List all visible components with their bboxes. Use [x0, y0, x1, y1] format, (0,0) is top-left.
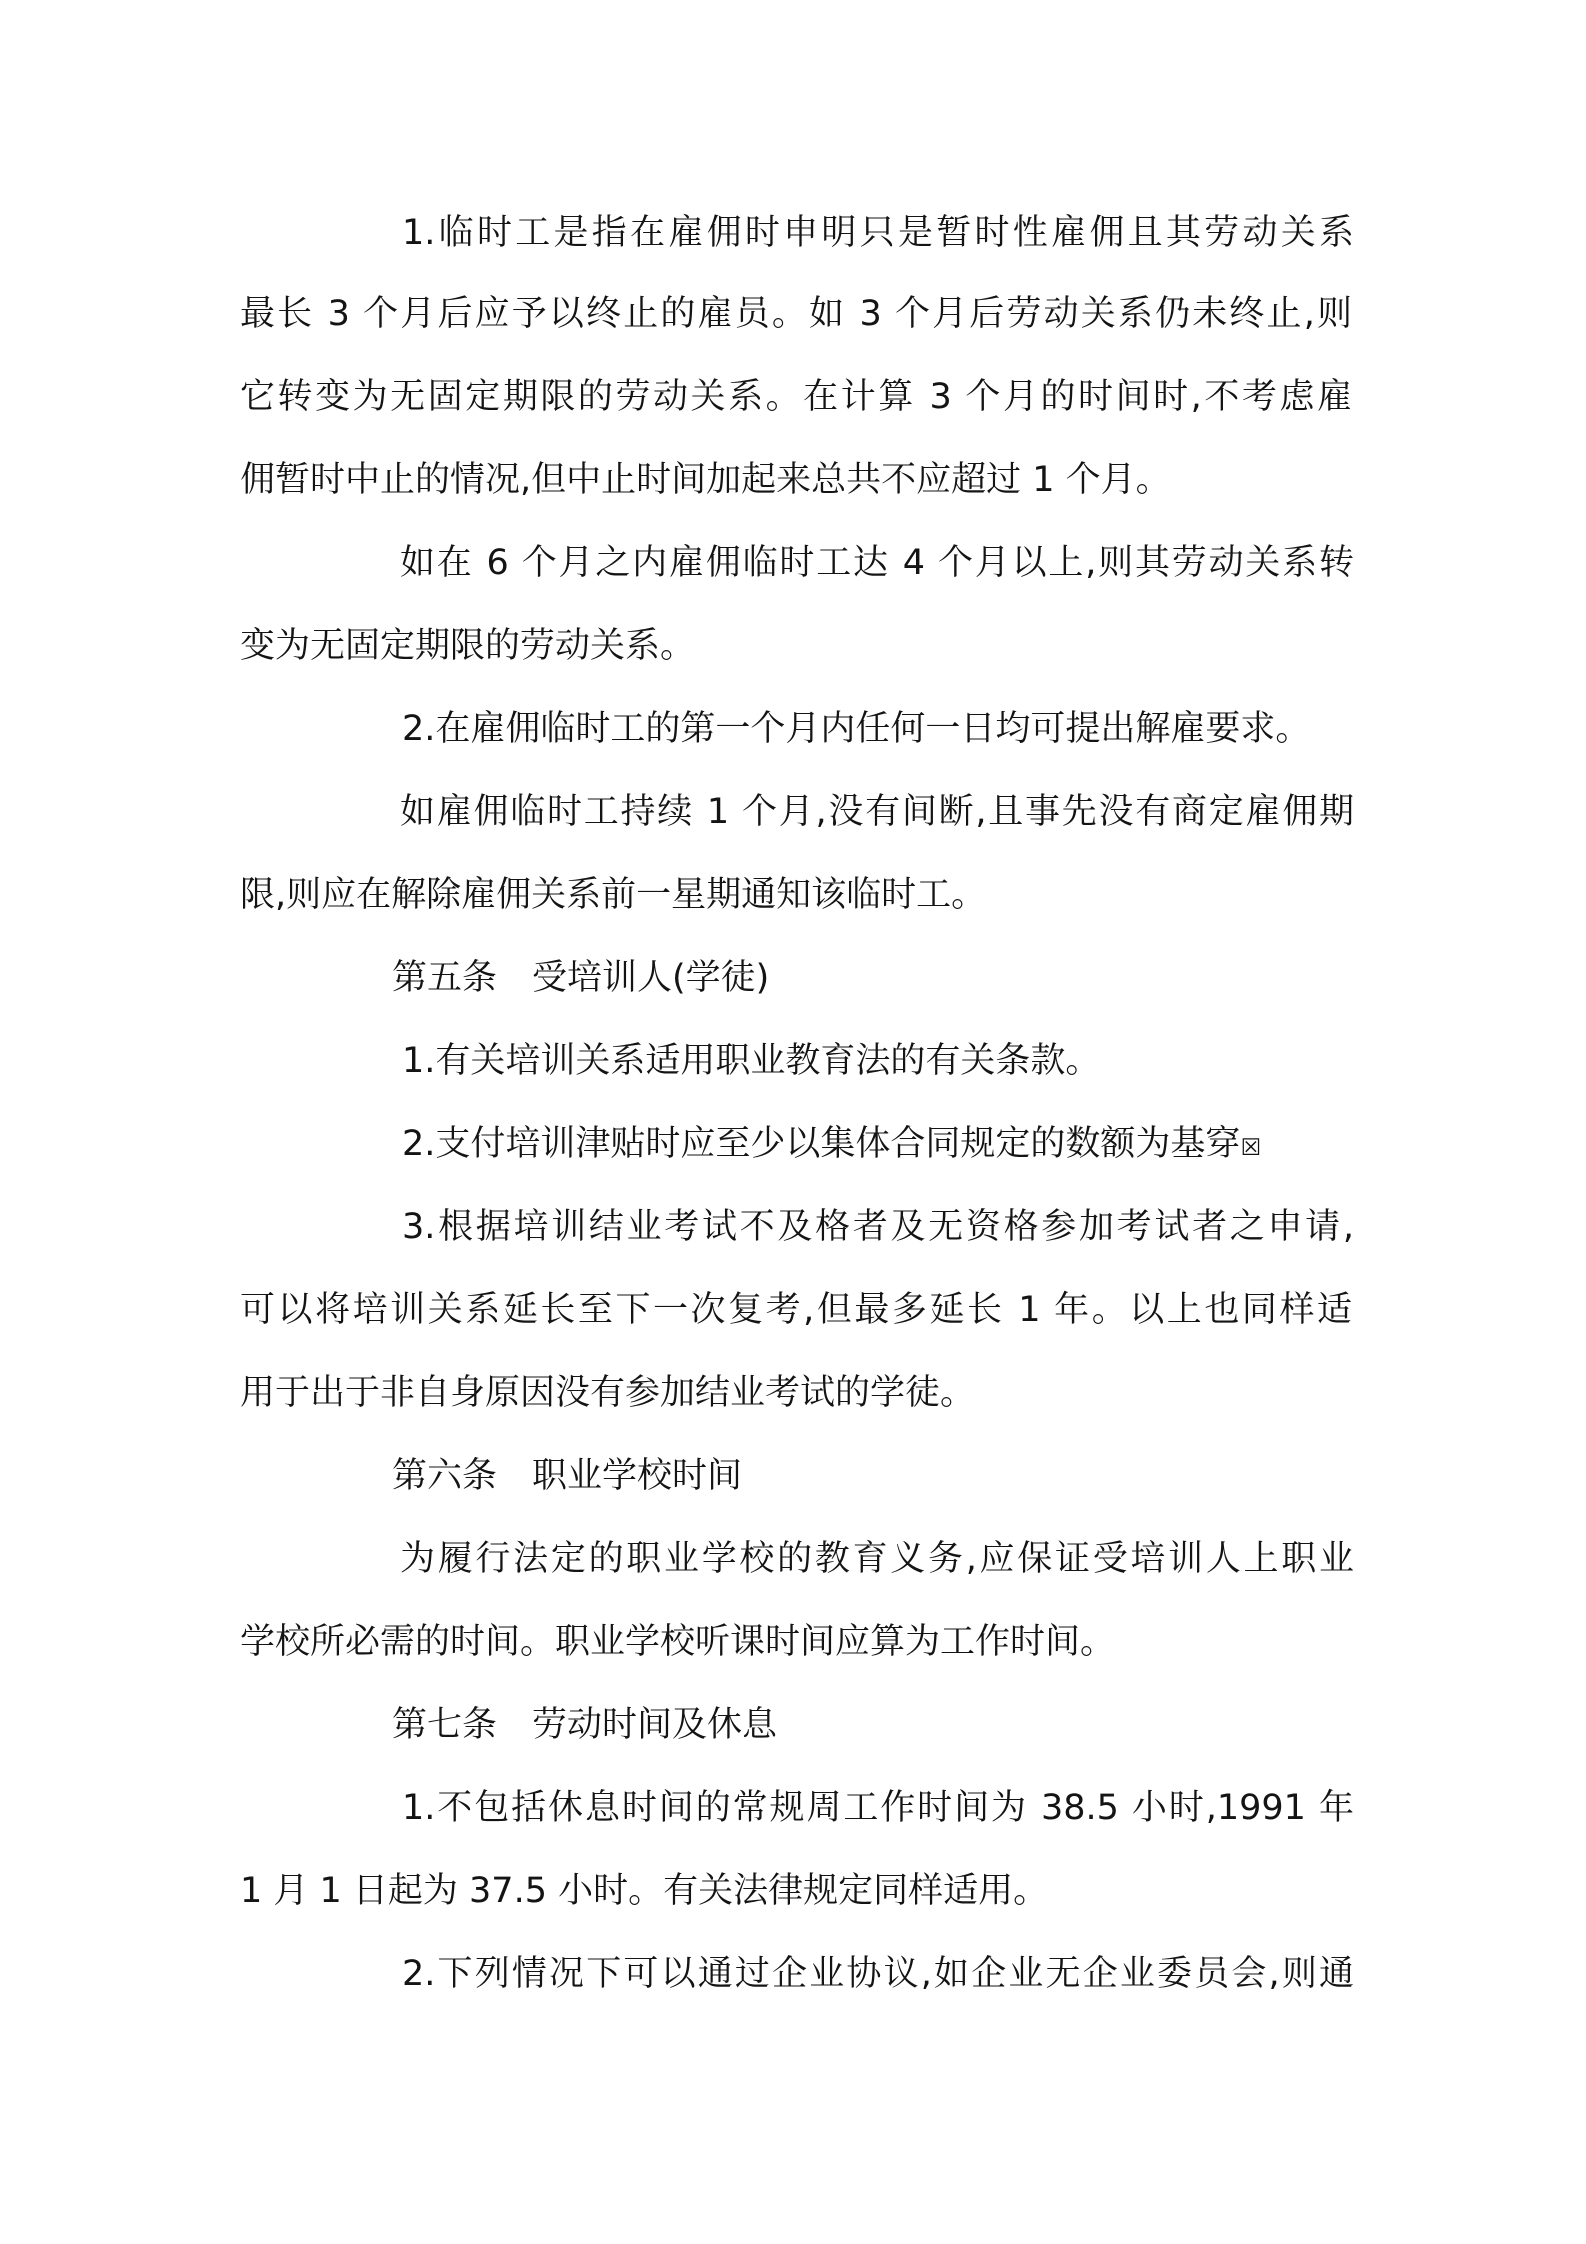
- para-line-22: 2.下列情况下可以通过企业协议,如企业无企业委员会,则通: [402, 1954, 1354, 1994]
- para-line-17: 为履行法定的职业学校的教育义务,应保证受培训人上职业: [400, 1539, 1354, 1579]
- para-line-11: 1.有关培训关系适用职业教育法的有关条款。: [402, 1041, 1101, 1081]
- article-heading-7: 第七条 劳动时间及休息: [392, 1705, 778, 1745]
- para-line-14: 可以将培训关系延长至下一次复考,但最多延长 1 年。以上也同样适: [240, 1290, 1352, 1330]
- para-line-6: 变为无固定期限的劳动关系。: [240, 626, 696, 666]
- para-line-12: [402, 1119, 1261, 1169]
- para-line-4: 佣暂时中止的情况,但中止时间加起来总共不应超过 1 个月。: [240, 460, 1171, 500]
- para-line-13: 3.根据培训结业考试不及格者及无资格参加考试者之申请,: [402, 1207, 1354, 1247]
- para-line-12-text: 2.支付培训津贴时应至少以集体合同规定的数额为基穿: [402, 1124, 1241, 1164]
- missing-glyph-box: ☒: [1240, 1124, 1262, 1164]
- article-heading-5: 第五条 受培训人(学徒): [392, 958, 770, 998]
- para-line-5: 如在 6 个月之内雇佣临时工达 4 个月以上,则其劳动关系转: [400, 543, 1354, 583]
- para-line-9: 限,则应在解除雇佣关系前一星期通知该临时工。: [240, 875, 987, 915]
- para-line-3: 它转变为无固定期限的劳动关系。在计算 3 个月的时间时,不考虑雇: [240, 377, 1352, 417]
- article-heading-6: 第六条 职业学校时间: [392, 1456, 743, 1496]
- para-line-18: 学校所必需的时间。职业学校听课时间应算为工作时间。: [240, 1622, 1116, 1662]
- para-line-15: 用于出于非自身原因没有参加结业考试的学徒。: [240, 1373, 976, 1413]
- para-line-20: 1.不包括休息时间的常规周工作时间为 38.5 小时,1991 年: [402, 1788, 1354, 1828]
- para-line-2: 最长 3 个月后应予以终止的雇员。如 3 个月后劳动关系仍未终止,则: [240, 294, 1352, 334]
- para-line-8: 如雇佣临时工持续 1 个月,没有间断,且事先没有商定雇佣期: [400, 792, 1354, 832]
- para-line-7: 2.在雇佣临时工的第一个月内任何一日均可提出解雇要求。: [402, 709, 1311, 749]
- para-line-1: 1.临时工是指在雇佣时申明只是暂时性雇佣且其劳动关系: [402, 213, 1354, 253]
- para-line-21: 1 月 1 日起为 37.5 小时。有关法律规定同样适用。: [240, 1871, 1049, 1911]
